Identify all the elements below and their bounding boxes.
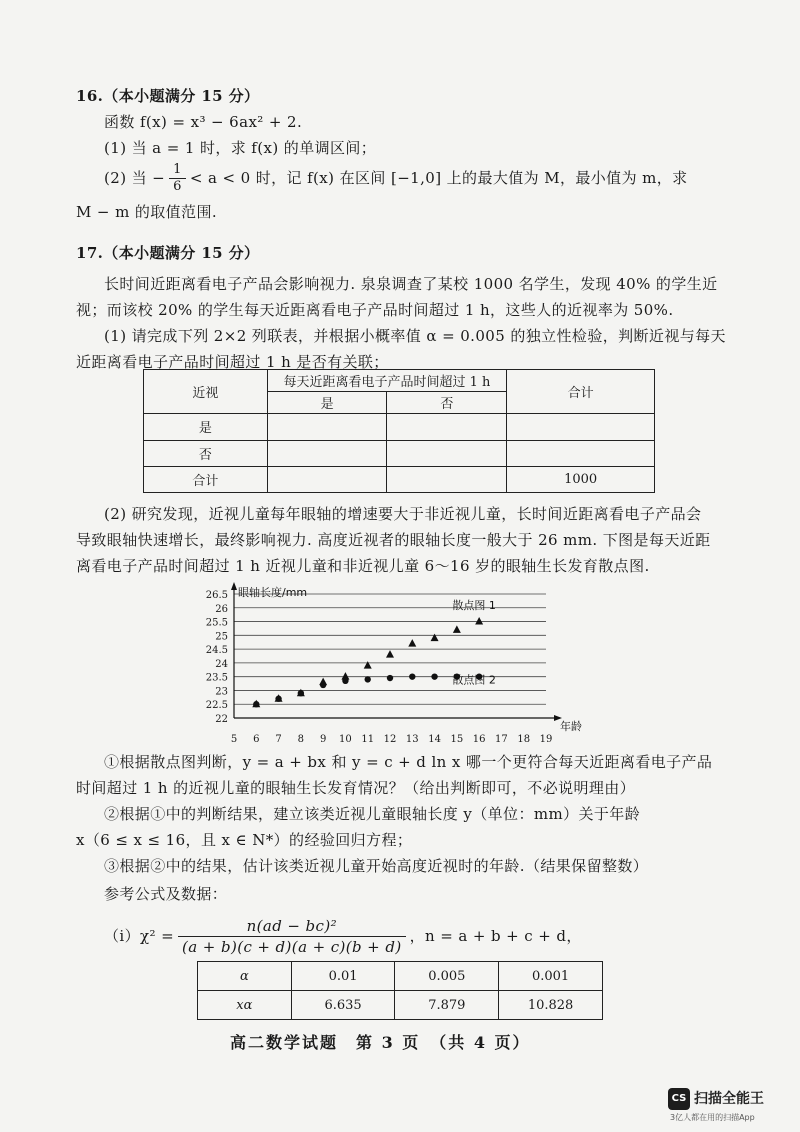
scatter2-point (365, 676, 371, 682)
row-label-total: 合计 (144, 466, 268, 492)
scatter1-point (453, 625, 461, 633)
x-alpha-label: xα (198, 991, 292, 1020)
x-alpha-value: 10.828 (499, 991, 603, 1020)
col-header-main: 每天近距离看电子产品时间超过 1 h (267, 370, 507, 392)
q17-part1-1: (1) 请完成下列 2×2 列联表，并根据小概率值 α = 0.005 的独立性检验，判断近视与每天 (104, 327, 726, 345)
scatter2-point (253, 701, 259, 707)
q16-fraction (169, 162, 186, 195)
q16-frac-den: 6 (173, 178, 182, 194)
y-axis-arrow-icon (231, 582, 237, 590)
q17-sub2-1: ②根据①中的判断结果，建立该类近视儿童眼轴长度 y（单位：mm）关于年龄 (104, 805, 641, 823)
y-tick-label: 22.5 (205, 700, 228, 712)
q17-intro-2: 视；而该校 20% 的学生每天近距离看电子产品时间超过 1 h，这些人的近视率为 50%. (76, 301, 674, 319)
scatter1-point (408, 639, 416, 647)
scatter-chart (190, 578, 590, 748)
scatter1-point (386, 650, 394, 658)
formula-fraction (178, 916, 406, 957)
x-tick-label: 8 (297, 734, 305, 745)
x-tick-label: 19 (539, 734, 553, 745)
contingency-table (143, 369, 655, 493)
q16-part2 (104, 158, 688, 198)
cell-blank (387, 440, 507, 466)
x-alpha-value: 6.635 (291, 991, 395, 1020)
scatter2-point (320, 682, 326, 688)
x-tick-label: 5 (230, 734, 238, 745)
row-label-yes: 是 (144, 414, 268, 440)
q17-sub1-2: 时间超过 1 h 的近视儿童的眼轴生长发育情况？（给出判断即可，不必说明理由） (76, 779, 636, 797)
x-tick-label: 9 (319, 734, 327, 745)
y-tick-label: 26.5 (205, 590, 228, 601)
cell-blank (387, 414, 507, 440)
col-header-no: 否 (387, 392, 507, 414)
q17-title: 17.（本小题满分 15 分） (76, 244, 260, 262)
x-alpha-value: 7.879 (395, 991, 499, 1020)
formula-numerator: n(ad − bc)² (178, 916, 406, 937)
col-header-yes: 是 (267, 392, 387, 414)
formula-prefix: （ⅰ）χ² = (104, 927, 175, 945)
scatter1-point (364, 661, 372, 669)
y-tick-label: 23.5 (205, 672, 228, 684)
x-tick-label: 10 (339, 734, 352, 745)
x-tick-label: 11 (361, 734, 375, 745)
row-header-myopia: 近视 (144, 370, 268, 414)
q16-frac-num: 1 (169, 162, 186, 179)
alpha-value: 0.01 (291, 962, 395, 991)
q17-sub3: ③根据②中的结果，估计该类近视儿童开始高度近视时的年龄.（结果保留整数） (104, 857, 649, 875)
cell-blank (507, 440, 655, 466)
row-label-no: 否 (144, 440, 268, 466)
col-header-total: 合计 (507, 370, 655, 414)
y-tick-label: 25 (215, 631, 228, 643)
x-tick-label: 12 (383, 734, 397, 745)
alpha-label: α (198, 962, 292, 991)
x-tick-label: 14 (428, 734, 441, 745)
cell-blank (267, 414, 387, 440)
q16-part2-pre: (2) 当 − (104, 169, 166, 187)
camscanner-logo-icon: CS (668, 1088, 690, 1110)
q17-part2-3: 离看电子产品时间超过 1 h 近视儿童和非近视儿童 6～16 岁的眼轴生长发育散点图. (76, 557, 650, 575)
series2-label: 散点图 2 (452, 673, 496, 687)
series1-label: 散点图 1 (452, 599, 496, 613)
scatter2-point (387, 675, 393, 681)
q16-part2-post: < a < 0 时，记 f(x) 在区间 [−1,0] 上的最大值为 M，最小值为 m，求 (189, 169, 688, 187)
q16-part1: (1) 当 a = 1 时，求 f(x) 的单调区间； (104, 139, 377, 157)
y-tick-label: 24 (215, 658, 228, 670)
watermark-tagline: 3亿人都在用的扫描App (670, 1113, 755, 1122)
q17-sub1-1: ①根据散点图判断，y = a + bx 和 y = c + d ln x 哪一个更符合每天近距离看电子产品 (104, 753, 713, 771)
q17-sub2-2: x（6 ≤ x ≤ 16，且 x ∈ N*）的经验回归方程； (76, 831, 413, 849)
q17-intro-1: 长时间近距离看电子产品会影响视力. 泉泉调查了某校 1000 名学生，发现 40% 的学生近 (104, 275, 718, 293)
page-footer: 高二数学试题 第 3 页 （共 4 页） (230, 1033, 531, 1052)
x-tick-label: 13 (405, 734, 419, 745)
x-tick-label: 17 (495, 734, 508, 745)
formula-denominator: (a + b)(c + d)(a + c)(b + d) (182, 937, 402, 956)
scatter1-point (431, 634, 439, 642)
x-axis-title: 年龄 (560, 720, 582, 733)
q16-title: 16.（本小题满分 15 分） (76, 87, 260, 105)
cell-blank (267, 466, 387, 492)
q16-part2-end: M − m 的取值范围. (76, 203, 218, 221)
y-tick-label: 23 (215, 686, 228, 698)
scatter1-point (475, 617, 483, 625)
x-tick-label: 6 (253, 734, 260, 745)
scatter2-point (298, 690, 304, 696)
scanner-watermark (668, 1088, 788, 1124)
scatter2-point (342, 678, 348, 684)
scatter2-point (409, 673, 415, 679)
q17-part2-1: (2) 研究发现，近视儿童每年眼轴的增速要大于非近视儿童，长时间近距离看电子产品会 (104, 505, 702, 523)
x-tick-label: 18 (517, 734, 531, 745)
y-tick-label: 24.5 (205, 645, 228, 657)
critical-value-table (197, 961, 603, 1020)
y-tick-label: 22 (215, 714, 228, 725)
x-tick-label: 7 (275, 734, 282, 745)
y-tick-label: 25.5 (205, 617, 228, 629)
grand-total: 1000 (507, 466, 655, 492)
q17-part2-2: 导致眼轴快速增长，最终影响视力. 高度近视者的眼轴长度一般大于 26 mm. 下图是每天近距 (76, 531, 711, 549)
reference-title: 参考公式及数据： (104, 885, 228, 903)
scatter2-point (275, 696, 281, 702)
scatter2-point (431, 673, 437, 679)
watermark-brand: 扫描全能王 (694, 1091, 764, 1107)
alpha-value: 0.005 (395, 962, 499, 991)
cell-blank (387, 466, 507, 492)
q16-function: 函数 f(x) = x³ − 6ax² + 2. (104, 113, 303, 131)
q17-part1-2: 近距离看电子产品时间超过 1 h 是否有关联； (76, 353, 389, 371)
chi-square-formula (104, 912, 582, 960)
alpha-value: 0.001 (499, 962, 603, 991)
y-tick-label: 26 (215, 603, 228, 615)
formula-suffix: ，n = a + b + c + d， (409, 927, 582, 945)
y-axis-title: 眼轴长度/mm (238, 586, 308, 599)
cell-blank (267, 440, 387, 466)
x-tick-label: 16 (472, 734, 486, 745)
x-tick-label: 15 (450, 734, 464, 745)
cell-blank (507, 414, 655, 440)
